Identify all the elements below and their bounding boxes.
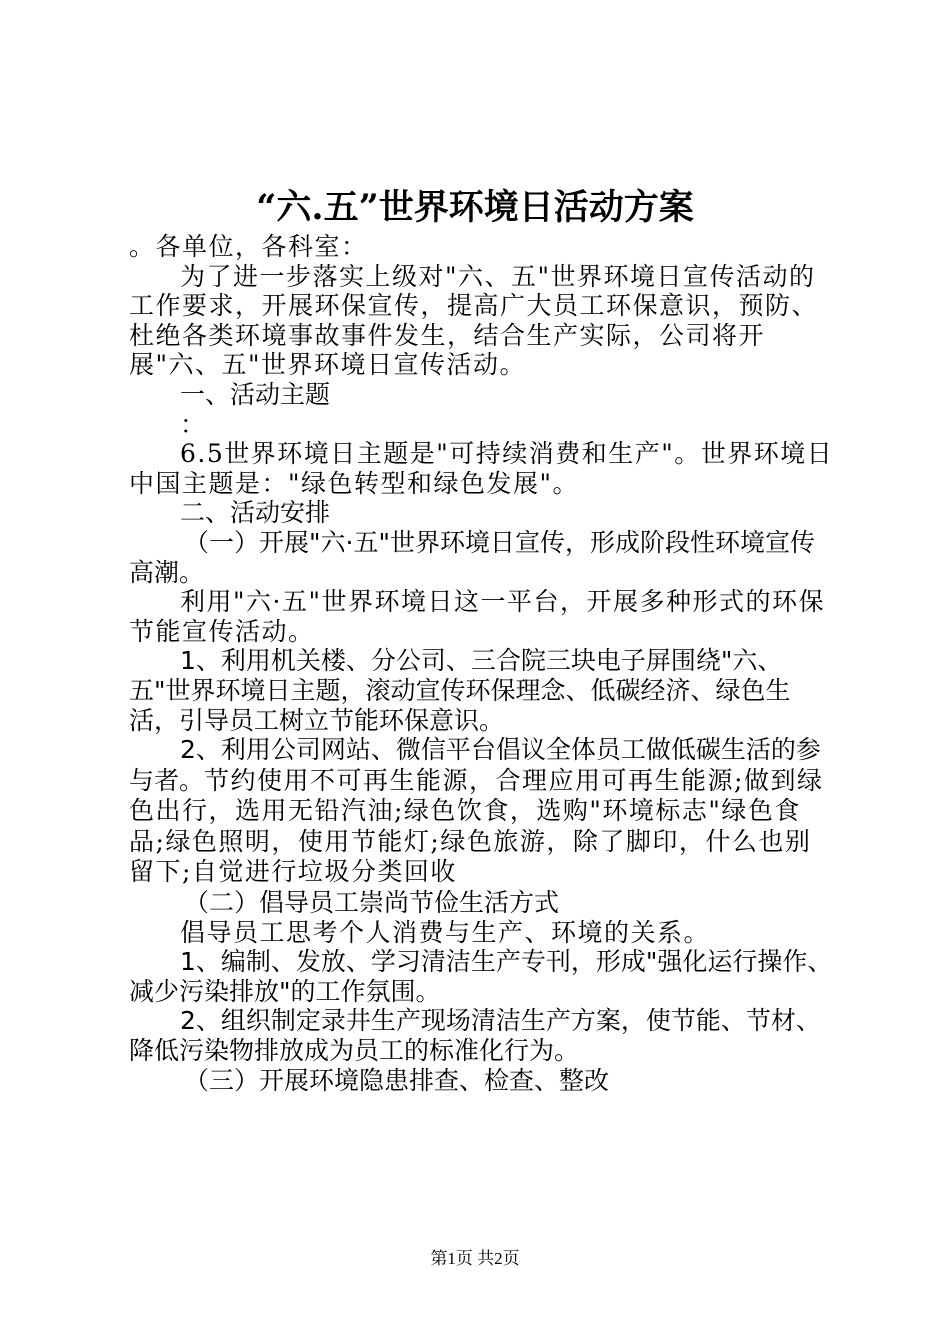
subsection-1-item-2 [129,735,834,888]
subsection-1-item-2-lead: 2、利用公司网站、微信平台倡议全体员工做低碳生活的参与者。 [129,735,821,795]
page-footer: 第1页 共2页 [430,1249,520,1268]
subsection-1-item-2-rest: 节约使用不可再生能源，合理应用可再生能源;做到绿色出行，选用无铅汽油;绿色饮食，选购"环境标志"绿色食品;绿色照明，使用节能灯;绿色旅游，除了脚印，什么也别留下;自觉进行垃圾分类回收 [129,765,824,887]
subsection-2-text: 倡导员工思考个人消费与生产、环境的关系。 [180,917,711,947]
subsection-1-heading: （一）开展"六·五"世界环境日宣传，形成阶段性环境宣传高潮。 [129,527,815,587]
subsection-2-item-2: 2、组织制定录井生产现场清洁生产方案，使节能、节材、降低污染物排放成为员工的标准化行为。 [129,1006,821,1066]
section-2-heading: 二、活动安排 [180,498,331,528]
subsection-2-item-1: 1、编制、发放、学习清洁生产专刊，形成"强化运行操作、减少污染排放"的工作氛围。 [129,947,833,1006]
subsection-2-heading: （二）倡导员工崇尚节俭生活方式 [184,888,560,918]
document-title: “六.五”世界环境日活动方案 [256,187,694,228]
subsection-3-heading: （三）开展环境隐患排查、检查、整改 [184,1065,610,1095]
section-1-colon: ： [180,409,207,439]
salutation: 。各单位，各科室： [129,232,368,261]
intro-paragraph: 为了进一步落实上级对"六、五"世界环境日宣传活动的工作要求，开展环保宣传，提高广大员工环保意识，预防、杜绝各类环境事故事件发生，结合生产实际，公司将开展"六、五"世界环境日宣传活动。 [129,261,819,380]
subsection-1-item-1: 1、利用机关楼、分公司、三合院三块电子屏围绕"六、五"世界环境日主题，滚动宣传环保理念、低碳经济、绿色生活，引导员工树立节能环保意识。 [129,646,791,735]
section-1-heading: 一、活动主题 [180,379,331,409]
section-1-text: 6.5世界环境日主题是"可持续消费和生产"。世界环境日中国主题是："绿色转型和绿色发展"。 [129,439,834,498]
subsection-1-text: 利用"六·五"世界环境日这一平台，开展多种形式的环保节能宣传活动。 [129,587,825,646]
document-body [129,232,834,1095]
